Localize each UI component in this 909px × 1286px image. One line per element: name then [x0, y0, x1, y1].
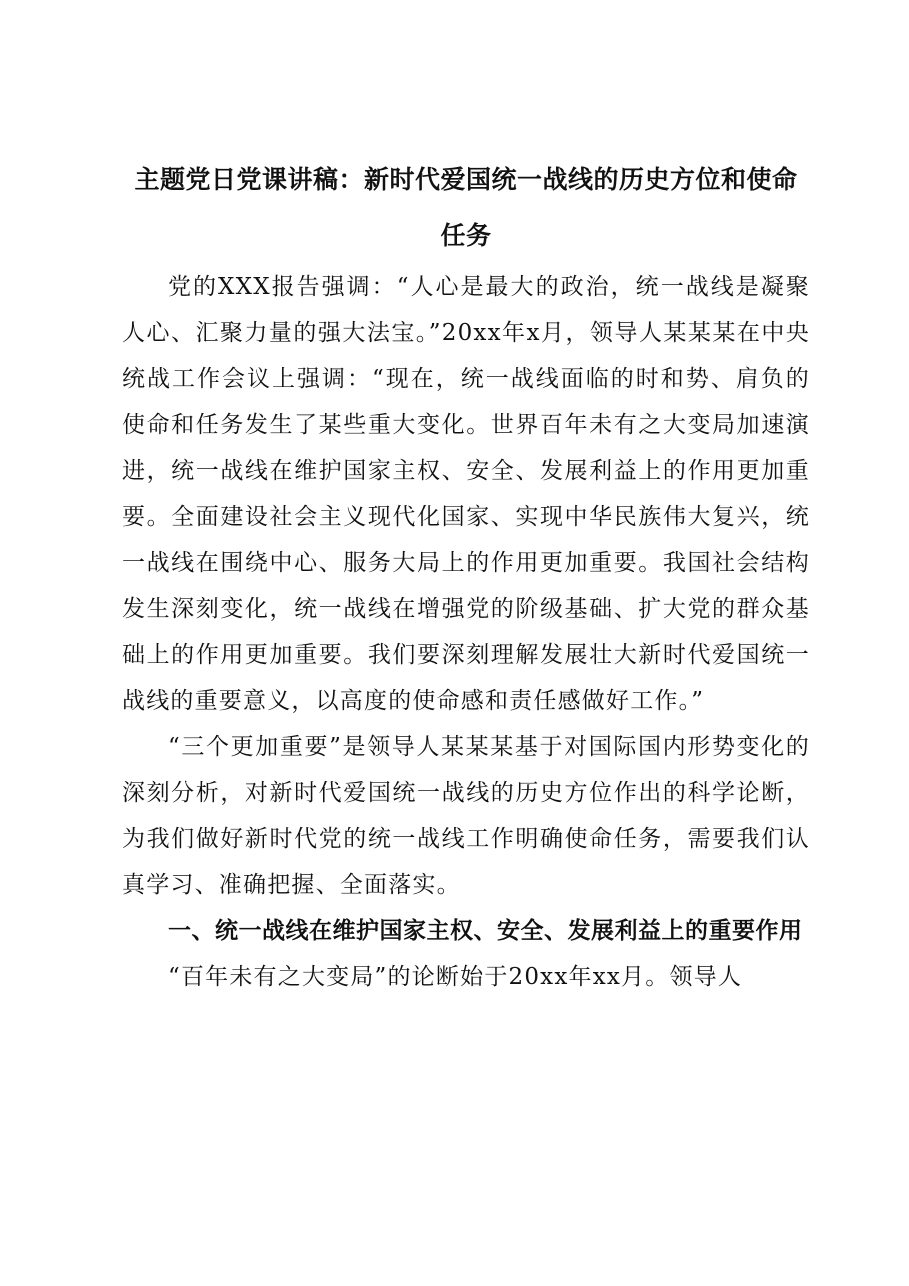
document-title: 主题党日党课讲稿：新时代爱国统一战线的历史方位和使命任务 [134, 165, 798, 250]
section-1-paragraph: “百年未有之大变局”的论断始于20xx年xx月。领导人 [168, 964, 743, 990]
body-paragraph-2: “三个更加重要”是领导人某某某基于对国际国内形势变化的深刻分析，对新时代爱国统一战线的历史方位作出的科学论断，为我们做好新时代党的统一战线工作明确使命任务，需要我们认真学习、准确把握、全面落实。 [122, 734, 810, 898]
body-paragraph-1: 党的XXX报告强调：“人心是最大的政治，统一战线是凝聚人心、汇聚力量的强大法宝。”20xx年x月，领导人某某某在中央统战工作会议上强调：“现在，统一战线面临的时和势、肩负的使命和任务发生了某些重大变化。世界百年未有之大变局加速演进，统一战线在维护国家主权、安全、发展利益上的作用更加重要。全面建设社会主义现代化国家、实现中华民族伟大复兴，统一战线在围绕中心、服务大局上的作用更加重要。我国社会结构发生深刻变化，统一战线在增强党的阶级基础、扩大党的群众基础上的作用更加重要。我们要深刻理解发展壮大新时代爱国统一战线的重要意义，以高度的使命感和责任感做好工作。” [122, 274, 810, 714]
document-body [122, 152, 810, 1000]
section-heading-1: 一、统一战线在维护国家主权、安全、发展利益上的重要作用 [168, 918, 803, 944]
